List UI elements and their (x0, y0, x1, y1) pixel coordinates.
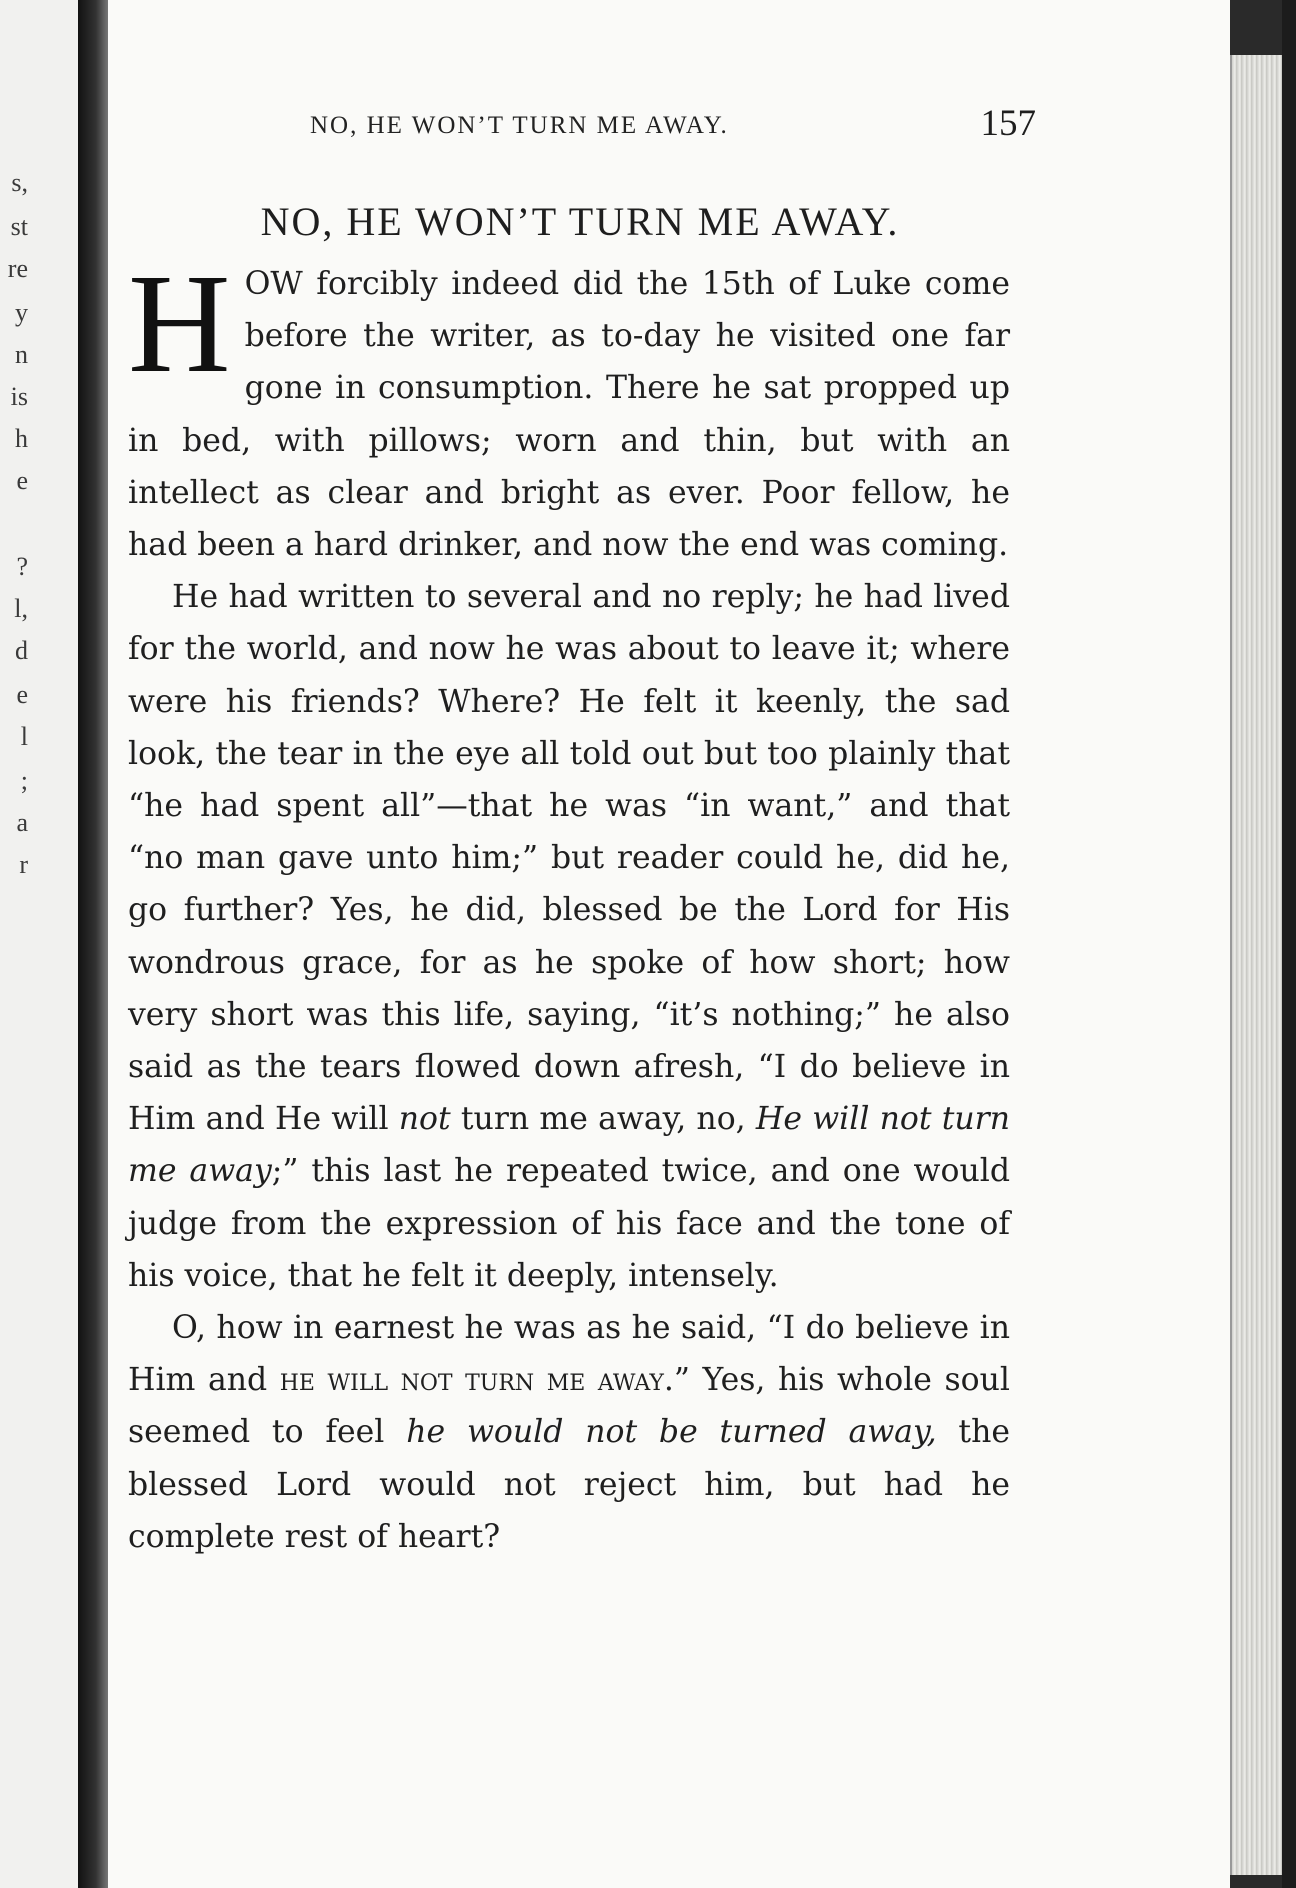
facing-page-fragment: re (7, 254, 28, 283)
italic-text: not (398, 1101, 451, 1138)
paragraph-text: ;” this last he repeated twice, and one would judge from the expression of his face and the tone of his voice, that he felt it deeply, intensely. (128, 1153, 1011, 1294)
body-text (128, 244, 1011, 1563)
drop-cap: H (128, 244, 231, 402)
facing-page-fragment: l (20, 722, 28, 751)
facing-page-fragment: n (15, 340, 28, 369)
paragraph-text: forcibly indeed did the 15th of Luke come before the writer, as to-day he visited one far gone in consumption. There he sat propped up in bed, with pillows; worn and thin, but with an intellect as clear and bright as ever. Poor fellow, he had been a hard drinker, and now the end was coming. (128, 266, 1010, 564)
page-edges (1230, 55, 1284, 1875)
background-edge (1282, 0, 1296, 1888)
paragraph-text: .” Yes, his whole soul seemed to feel (128, 1362, 1010, 1451)
facing-page-fragment: st (10, 212, 28, 241)
facing-page-fragment: a (16, 808, 28, 837)
paragraph-2 (128, 571, 1010, 1302)
italic-text: he would not be turned away, (406, 1414, 937, 1451)
facing-page-fragment: ; (20, 766, 28, 795)
paragraph-3 (128, 1302, 1010, 1563)
facing-page-fragment: is (10, 382, 28, 411)
paragraph-text: He had written to several and no reply; he had lived for the world, and now he was about to leave it; where were his friends? Where? He felt it keenly, the sad look, the tear in the eye all told out but too plainly that “he had spent all”—that he was “in want,” and that “no man gave unto him;” but reader could he, did he, go further? Yes, he did, blessed be the Lord for His wondrous grace, for as he spoke of how short; how very short was this life, saying, “it’s nothing;” he also said as the tears flowed down afresh, “I do believe in Him and He will (128, 579, 1010, 1138)
small-caps-text: he will not turn me away (279, 1362, 664, 1399)
lead-word: OW (244, 266, 303, 302)
facing-page-fragment: s, (11, 168, 28, 197)
page-number: 157 (980, 103, 1036, 144)
paragraph-1 (128, 244, 1010, 571)
facing-page-fragment: d (15, 636, 28, 665)
paragraph-text: O, how in earnest he was as he said, “I do believe in Him and (128, 1310, 1010, 1399)
facing-page-fragment: e (16, 680, 28, 709)
italic-text: He will not turn me away (128, 1101, 1010, 1190)
paragraph-text: the blessed Lord would not reject him, but had he complete rest of heart? (128, 1414, 1010, 1555)
facing-page-fragment: y (15, 298, 28, 327)
running-head: NO, HE WON’T TURN ME AWAY. (310, 112, 729, 139)
facing-page-fragment: h (15, 424, 28, 453)
facing-page-fragment: e (16, 466, 28, 495)
paragraph-text: turn me away, no, (460, 1101, 746, 1138)
chapter-title: NO, HE WON’T TURN ME AWAY. (260, 199, 900, 244)
book-gutter (78, 0, 108, 1888)
facing-page-fragment: l, (14, 594, 28, 623)
facing-page-fragment: r (19, 850, 28, 879)
facing-page-fragment: ? (16, 552, 28, 581)
facing-page-strip (0, 0, 78, 1888)
